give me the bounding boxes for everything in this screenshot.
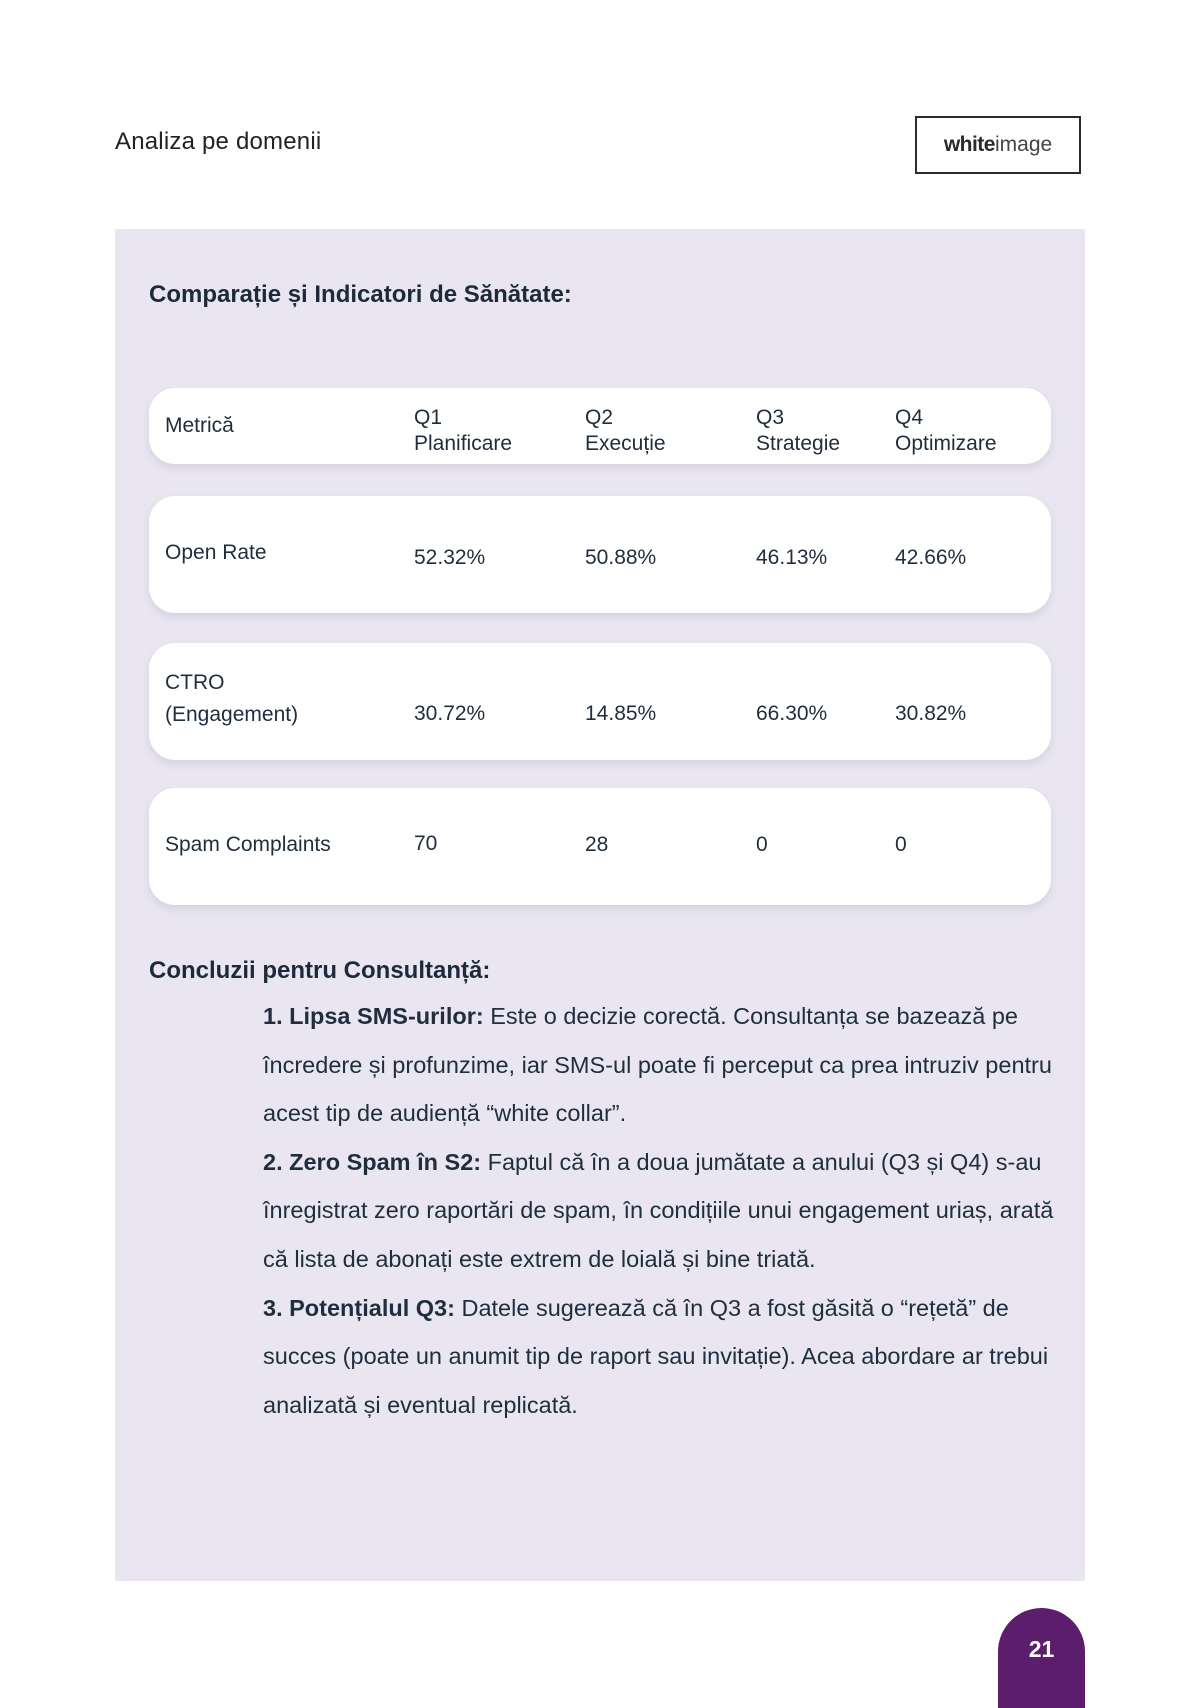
header-q3-sublabel: Strategie — [756, 432, 841, 455]
table-header-row — [149, 388, 1051, 464]
header-q4-sublabel: Optimizare — [895, 432, 997, 455]
header-q2-sublabel: Execuție — [585, 432, 666, 455]
table-row-ctro — [149, 643, 1051, 760]
header-q4-label: Q4 — [895, 406, 924, 429]
row-label-line2: (Engagement) — [165, 703, 299, 726]
section-heading: Comparație și Indicatori de Sănătate: — [149, 281, 572, 308]
conclusion-text: Este o decizie corectă. Consultanța se bazează pe încredere și profunzime, iar SMS-ul poate fi perceput ca prea intruziv pentru acest tip de audiență “white collar”. — [263, 1003, 1052, 1127]
header-q1-sublabel: Planificare — [414, 432, 513, 455]
header-q1 — [414, 405, 512, 457]
row-label-line1: CTRO — [165, 671, 225, 694]
conclusions-list — [263, 992, 1063, 1429]
row-value-q3: 0 — [756, 833, 768, 856]
row-label — [165, 667, 298, 731]
row-value-q1: 30.72% — [414, 702, 486, 725]
row-value-q4: 30.82% — [895, 702, 967, 725]
row-value-q1: 52.32% — [414, 546, 486, 569]
conclusion-label: 2. Zero Spam în S2: — [263, 1148, 482, 1175]
brand-logo — [915, 116, 1081, 174]
row-value-q3: 46.13% — [756, 546, 828, 569]
row-value-q2: 14.85% — [585, 702, 657, 725]
conclusion-label: 3. Potențialul Q3: — [263, 1294, 455, 1321]
table-row-spam-complaints — [149, 788, 1051, 905]
table-row-open-rate — [149, 496, 1051, 613]
header-metric: Metrică — [165, 414, 234, 437]
row-value-q1: 70 — [414, 832, 438, 855]
header-q1-label: Q1 — [414, 406, 443, 429]
header-q2 — [585, 405, 666, 457]
conclusions-heading: Concluzii pentru Consultanță: — [149, 957, 491, 984]
header-q3 — [756, 405, 840, 457]
row-label: Open Rate — [165, 541, 267, 564]
conclusion-item — [263, 1284, 1063, 1430]
row-value-q2: 28 — [585, 833, 609, 856]
row-value-q4: 0 — [895, 833, 907, 856]
conclusion-item — [263, 1138, 1063, 1284]
document-section-title: Analiza pe domenii — [115, 128, 322, 155]
conclusion-label: 1. Lipsa SMS-urilor: — [263, 1003, 484, 1029]
header-q2-label: Q2 — [585, 406, 614, 429]
header-q4 — [895, 405, 997, 457]
logo-text-light: image — [994, 133, 1053, 156]
conclusion-text: Datele sugerează că în Q3 a fost găsită o “rețetă” de succes (poate un anumit tip de raport sau invitație). Acea abordare ar trebui analizată și eventual replicată. — [263, 1294, 1049, 1418]
page-number-badge: 21 — [998, 1608, 1085, 1708]
header-q3-label: Q3 — [756, 406, 785, 429]
row-label: Spam Complaints — [165, 833, 331, 856]
conclusion-item — [263, 992, 1063, 1138]
row-value-q3: 66.30% — [756, 702, 828, 725]
logo-text-bold: white — [943, 133, 995, 156]
content-panel — [115, 229, 1085, 1581]
row-value-q2: 50.88% — [585, 546, 657, 569]
conclusion-text: Faptul că în a doua jumătate a anului (Q3 și Q4) s-au înregistrat zero raportări de spam, în condițiile unui engagement uriaș, arată că lista de abonați este extrem de loială și bine triată. — [263, 1148, 1054, 1272]
row-value-q4: 42.66% — [895, 546, 967, 569]
